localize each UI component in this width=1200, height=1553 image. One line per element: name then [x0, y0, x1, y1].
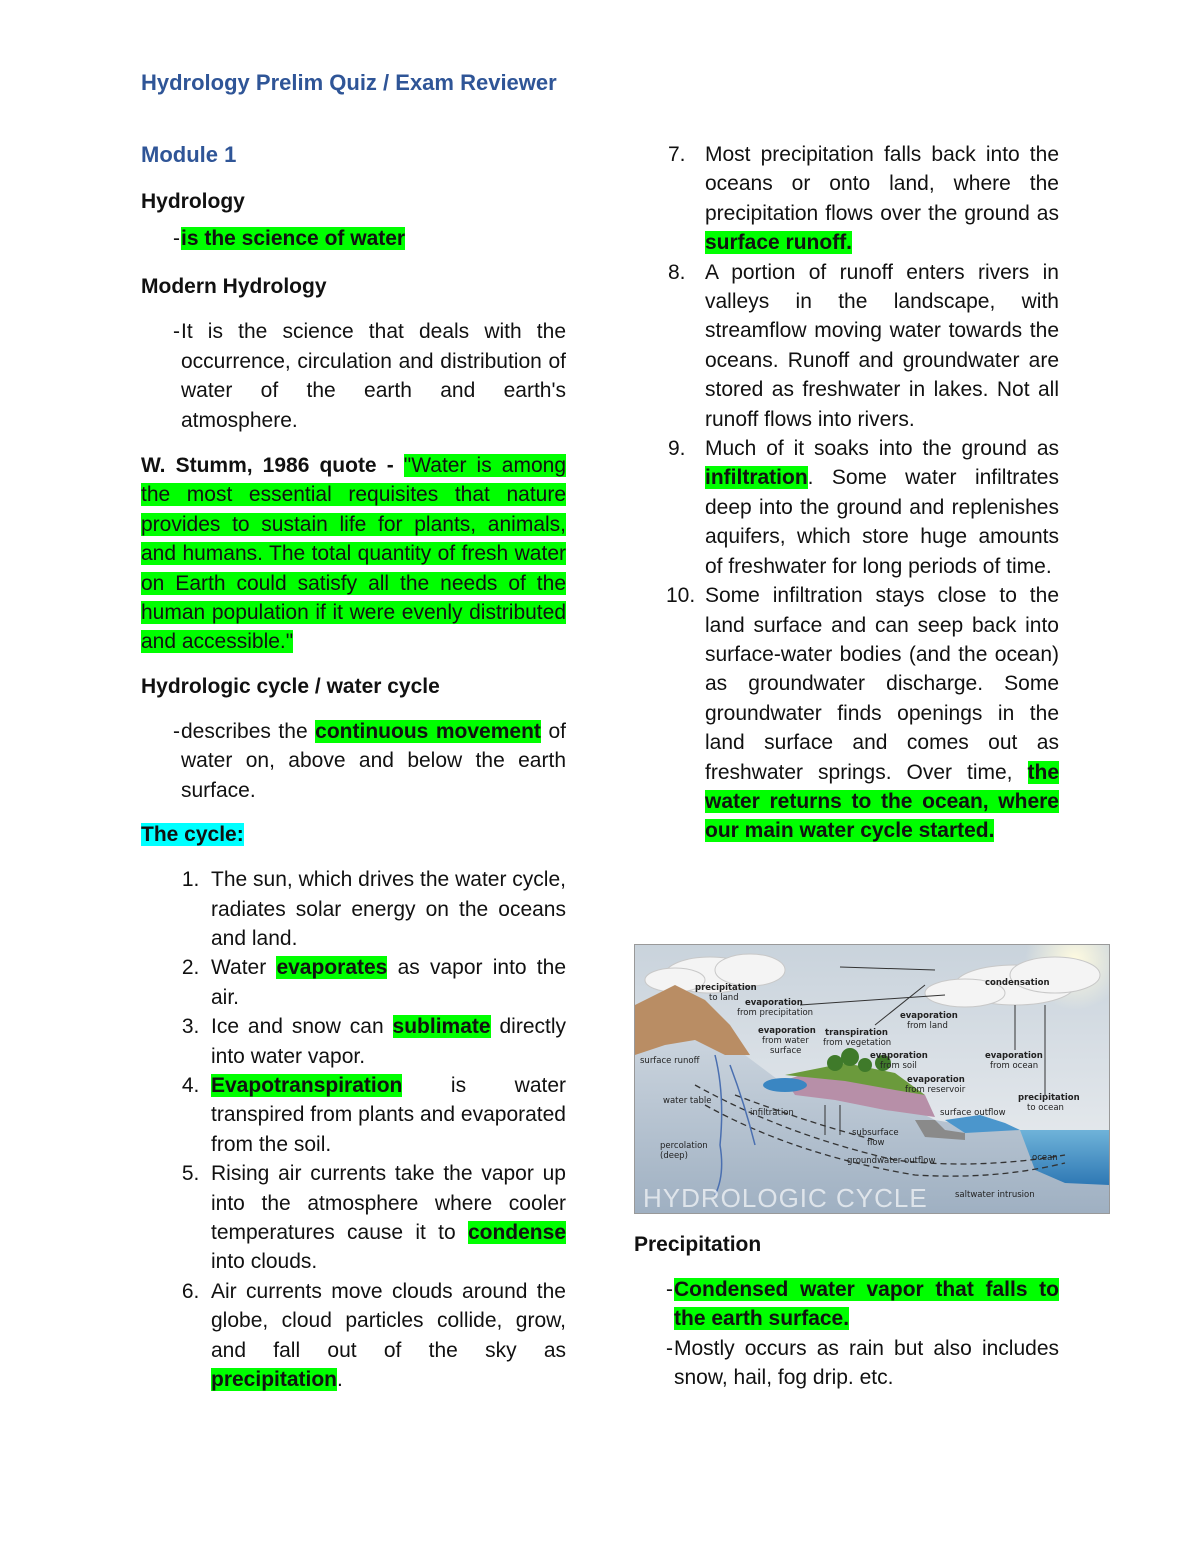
- label-evap-land: evaporation: [900, 1011, 958, 1021]
- cycle-step-6: 6. Air currents move clouds around the globe, cloud particles collide, grow, and fall out of the sky as precipitation.: [181, 1279, 566, 1391]
- the-cycle-heading: [141, 821, 566, 849]
- label-evap-ocean: evaporation: [985, 1051, 1043, 1061]
- cycle-def-post: of water on, above and below the earth surface.: [181, 719, 566, 802]
- left-column: [141, 140, 566, 1394]
- label-precip-ocean: precipitation: [1018, 1093, 1080, 1103]
- precipitation-definition: [634, 1275, 1059, 1334]
- label-evap-ocean-2: from ocean: [990, 1061, 1039, 1071]
- label-precip-land-2: to land: [709, 993, 739, 1003]
- quote-label: W. Stumm, 1986 quote -: [141, 454, 404, 478]
- label-condensation: condensation: [985, 978, 1050, 988]
- label-subsurface: subsurface: [852, 1128, 899, 1138]
- precipitation-section: [634, 1231, 1059, 1405]
- cycle-definition: [141, 717, 566, 805]
- step-highlight: sublimate: [392, 1015, 491, 1039]
- step-text: . Some water infiltrates deep into the ground and replenishes aquifers, which store huge amounts of freshwater for long periods of time.: [705, 466, 1059, 578]
- label-transpiration: transpiration: [825, 1028, 888, 1038]
- label-percolation-2: (deep): [660, 1151, 688, 1161]
- lake: [763, 1078, 807, 1092]
- precipitation-heading: Precipitation: [634, 1233, 762, 1256]
- step-text: into clouds.: [211, 1250, 318, 1274]
- step-text: Ice and snow can: [211, 1015, 393, 1039]
- label-percolation: percolation: [660, 1141, 708, 1151]
- dash-marker: -: [666, 1336, 673, 1360]
- figure-banner: HYDROLOGIC CYCLE: [643, 1183, 928, 1213]
- page-title: Hydrology Prelim Quiz / Exam Reviewer: [141, 70, 557, 95]
- step-text: as vapor into the air.: [211, 956, 566, 1009]
- cycle-step-1: 1. The sun, which drives the water cycle, radiates solar energy on the oceans and land.: [141, 865, 566, 953]
- step-text: Water: [211, 956, 277, 980]
- hydrologic-cycle-diagram: [635, 945, 1109, 1213]
- label-infiltration: infiltration: [750, 1108, 794, 1118]
- label-evap-water-2: from water: [762, 1036, 809, 1046]
- label-evap-soil: evaporation: [870, 1051, 928, 1061]
- cycle-step-2: 2. Water evaporates as vapor into the air.: [181, 956, 566, 1009]
- label-evap-water: evaporation: [758, 1026, 816, 1036]
- label-evap-land-2: from land: [907, 1021, 948, 1031]
- cycle-step-8: 8. A portion of runoff enters rivers in valleys in the landscape, with streamflow moving water towards the oceans. Runoff and groundwater are stored as freshwater in lakes. Not all runoff flows into rivers.: [668, 258, 1059, 434]
- cycle-step-4: 4. Evapotranspiration is water transpired from plants and evaporated from the soil.: [181, 1073, 566, 1156]
- cycle-def-pre: describes the: [181, 719, 316, 743]
- cycle-step-9: 9. Much of it soaks into the ground as infiltration. Some water infiltrates deep into the ground and replenishes aquifers, which store huge amounts of freshwater for long periods of time.: [668, 437, 1059, 578]
- label-subsurface-2: flow: [867, 1138, 885, 1148]
- step-text: Air currents move clouds around the globe, cloud particles collide, grow, and fall out of the sky as: [211, 1279, 566, 1362]
- cycle-def-highlight: continuous movement: [315, 719, 541, 743]
- dash-marker: -: [173, 320, 180, 344]
- hydrology-definition: [141, 224, 566, 253]
- label-precip-ocean-2: to ocean: [1027, 1103, 1064, 1113]
- right-column: [668, 140, 1059, 846]
- step-highlight: infiltration: [705, 466, 808, 490]
- the-cycle-label: The cycle:: [141, 823, 244, 847]
- cycle-step-10: 10. Some infiltration stays close to the land surface and can seep back into surface-water bodies (and the ocean) as groundwater discharge. Some groundwater finds openings in the land surface and comes out as freshwater springs. Over time, the water returns to the ocean, where our main water cycle started.: [666, 584, 1059, 843]
- step-text: directly into water vapor.: [211, 1015, 566, 1068]
- dash-marker: -: [666, 1278, 673, 1301]
- label-surface-outflow: surface outflow: [940, 1108, 1006, 1118]
- step-highlight: the water returns to the ocean, where our main water cycle started.: [705, 760, 1059, 843]
- label-evap-reservoir: evaporation: [907, 1075, 965, 1085]
- modern-hydrology-definition: [141, 317, 566, 435]
- label-groundwater-outflow: groundwater outflow: [847, 1156, 936, 1166]
- label-surface-runoff: surface runoff: [640, 1056, 700, 1066]
- dash-marker: -: [173, 227, 180, 250]
- cycle-step-7: 7. Most precipitation falls back into the oceans or onto land, where the precipitation flows over the ground as surface runoff.: [668, 143, 1059, 255]
- precipitation-note: [634, 1334, 1059, 1393]
- precip-def-text: Condensed water vapor that falls to the earth surface.: [674, 1278, 1059, 1331]
- modern-def-text: It is the science that deals with the occurrence, circulation and distribution of water of the earth and earth's atmosphere.: [181, 320, 566, 432]
- quote-text: "Water is among the most essential requisites that nature provides to sustain life for plants, animals, and humans. The total quantity of fresh water on Earth could satisfy all the needs of the human population if it were evenly distributed and accessible.": [141, 454, 566, 654]
- module-heading: Module 1: [141, 142, 237, 167]
- step-text: is water transpired from plants and evaporated from the soil.: [211, 1073, 566, 1156]
- label-saltwater-intrusion: saltwater intrusion: [955, 1190, 1035, 1200]
- label-ocean: ocean: [1032, 1153, 1058, 1163]
- label-evap-precip-2: from precipitation: [737, 1008, 814, 1018]
- step-text: Some infiltration stays close to the land surface and can seep back into surface-water bodies (and the ocean) as groundwater discharge. Some groundwater finds openings in the land surface and comes out as freshwater springs. Over time,: [705, 584, 1059, 784]
- step-text: Much of it soaks into the ground as: [705, 437, 1059, 461]
- cycle-step-3: 3. Ice and snow can sublimate directly into water vapor.: [181, 1015, 566, 1068]
- step-text: Most precipitation falls back into the oceans or onto land, where the precipitation flows over the ground as: [705, 143, 1059, 225]
- label-evap-water-3: surface: [770, 1046, 802, 1056]
- label-evap-reservoir-2: from reservoir: [905, 1085, 966, 1095]
- step-highlight: evaporates: [276, 956, 388, 980]
- label-evap-soil-2: from soil: [880, 1061, 917, 1071]
- step-text: Rising air currents take the vapor up into the atmosphere where cooler temperatures cause it to: [211, 1162, 566, 1244]
- label-precip-land: precipitation: [695, 983, 757, 993]
- modern-hydrology-heading: Modern Hydrology: [141, 275, 327, 299]
- cycle-step-5: 5. Rising air currents take the vapor up into the atmosphere where cooler temperatures cause it to condense into clouds.: [181, 1162, 566, 1274]
- label-evap-precip: evaporation: [745, 998, 803, 1008]
- hydrology-heading: Hydrology: [141, 190, 245, 213]
- label-transpiration-2: from vegetation: [823, 1038, 892, 1048]
- step-text: The sun, which drives the water cycle, radiates solar energy on the oceans and land.: [211, 868, 566, 950]
- dash-marker: -: [173, 719, 180, 743]
- step-highlight: condense: [467, 1220, 566, 1244]
- stumm-quote: [141, 451, 566, 657]
- hydrologic-cycle-figure: [634, 944, 1110, 1214]
- step-highlight: Evapotranspiration: [211, 1073, 403, 1097]
- precip-note-text: Mostly occurs as rain but also includes snow, hail, fog drip. etc.: [674, 1336, 1059, 1390]
- cycle-heading: Hydrologic cycle / water cycle: [141, 674, 440, 698]
- step-text: A portion of runoff enters rivers in valleys in the landscape, with streamflow moving water towards the oceans. Runoff and groundwater are stored as freshwater in lakes. Not all runoff flows into rivers.: [705, 260, 1059, 431]
- step-highlight: surface runoff.: [705, 231, 853, 255]
- hydrology-def-text: is the science of water: [181, 227, 406, 250]
- label-water-table: water table: [663, 1096, 712, 1106]
- step-text: .: [337, 1368, 343, 1391]
- step-highlight: precipitation: [211, 1368, 338, 1391]
